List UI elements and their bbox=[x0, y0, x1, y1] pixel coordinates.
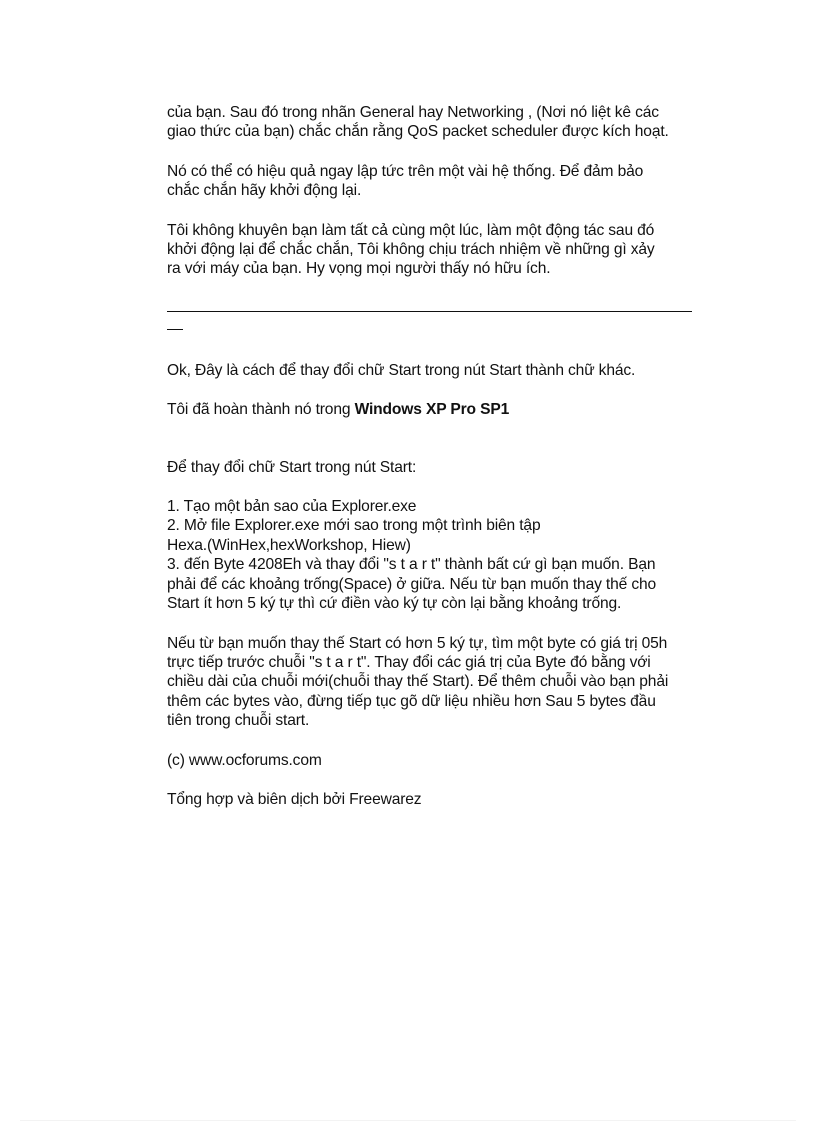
text-line: Nó có thể có hiệu quả ngay lập tức trên một vài hệ thống. Để đảm bảo bbox=[167, 162, 644, 180]
text-line: khởi động lại để chắc chắn, Tôi không chịu trách nhiệm về những gì xảy bbox=[167, 241, 655, 259]
text-line: chiều dài của chuỗi mới(chuỗi thay thế Start). Để thêm chuỗi vào bạn phải bbox=[167, 673, 669, 691]
spacer bbox=[167, 614, 697, 634]
step-3-continued: phải để các khoảng trống(Space) ở giữa. Nếu từ bạn muốn thay thế cho bbox=[167, 575, 657, 593]
paragraph-qos bbox=[167, 103, 697, 142]
rule-stub bbox=[167, 329, 183, 330]
step-2: 2. Mở file Explorer.exe mới sao trong một trình biên tập bbox=[167, 517, 541, 535]
source-credit: (c) www.ocforums.com bbox=[167, 751, 322, 769]
paragraph-more-chars bbox=[167, 634, 697, 731]
spacer bbox=[167, 731, 697, 751]
step-1: 1. Tạo một bản sao của Explorer.exe bbox=[167, 498, 417, 516]
step-2-continued: Hexa.(WinHex,hexWorkshop, Hiew) bbox=[167, 536, 411, 554]
text-line: Tôi không khuyên bạn làm tất cả cùng một lúc, làm một động tác sau đó bbox=[167, 221, 655, 239]
paragraph-how-to: Để thay đổi chữ Start trong nút Start: bbox=[167, 458, 417, 476]
step-3: 3. đến Byte 4208Eh và thay đổi "s t a r t" thành bất cứ gì bạn muốn. Bạn bbox=[167, 556, 656, 574]
spacer bbox=[167, 477, 697, 497]
step-3-continued: Start ít hơn 5 ký tự thì cứ điền vào ký tự còn lại bằng khoảng trống. bbox=[167, 595, 622, 613]
text-line: thêm các bytes vào, đừng tiếp tục gõ dữ liệu nhiều hơn Sau 5 bytes đầu bbox=[167, 692, 656, 710]
text-line: tiên trong chuỗi start. bbox=[167, 712, 310, 730]
spacer bbox=[167, 142, 697, 162]
done-text: Tôi đã hoàn thành nó trong bbox=[167, 401, 355, 419]
text-line: Nếu từ bạn muốn thay thế Start có hơn 5 ký tự, tìm một byte có giá trị 05h bbox=[167, 634, 668, 652]
horizontal-rule bbox=[167, 299, 697, 320]
text-line: giao thức của bạn) chắc chắn rằng QoS packet scheduler được kích hoạt. bbox=[167, 123, 669, 141]
translator-credit: Tổng hợp và biên dịch bởi Freewarez bbox=[167, 790, 422, 808]
steps-list bbox=[167, 497, 697, 613]
os-version-bold: Windows XP Pro SP1 bbox=[354, 401, 510, 419]
page-bottom-edge bbox=[20, 1120, 796, 1121]
spacer bbox=[167, 380, 697, 400]
horizontal-rule-continuation bbox=[167, 320, 697, 341]
text-line: của bạn. Sau đó trong nhãn General hay Networking , (Nơi nó liệt kê các bbox=[167, 104, 659, 121]
paragraph-done bbox=[167, 400, 697, 419]
spacer bbox=[167, 770, 697, 790]
paragraph-effect bbox=[167, 162, 697, 201]
spacer bbox=[167, 201, 697, 221]
spacer-large bbox=[167, 420, 697, 458]
text-line: trực tiếp trước chuỗi "s t a r t". Thay đổi các giá trị của Byte đó bằng với bbox=[167, 653, 651, 671]
rule-line bbox=[167, 311, 692, 312]
paragraph-intro: Ok, Đây là cách để thay đổi chữ Start trong nút Start thành chữ khác. bbox=[167, 361, 636, 379]
spacer bbox=[167, 341, 697, 361]
text-line: chắc chắn hãy khởi động lại. bbox=[167, 182, 362, 200]
document-body bbox=[167, 103, 697, 809]
text-line: ra với máy của bạn. Hy vọng mọi người thấy nó hữu ích. bbox=[167, 260, 551, 278]
spacer bbox=[167, 279, 697, 299]
paragraph-disclaimer bbox=[167, 221, 697, 279]
